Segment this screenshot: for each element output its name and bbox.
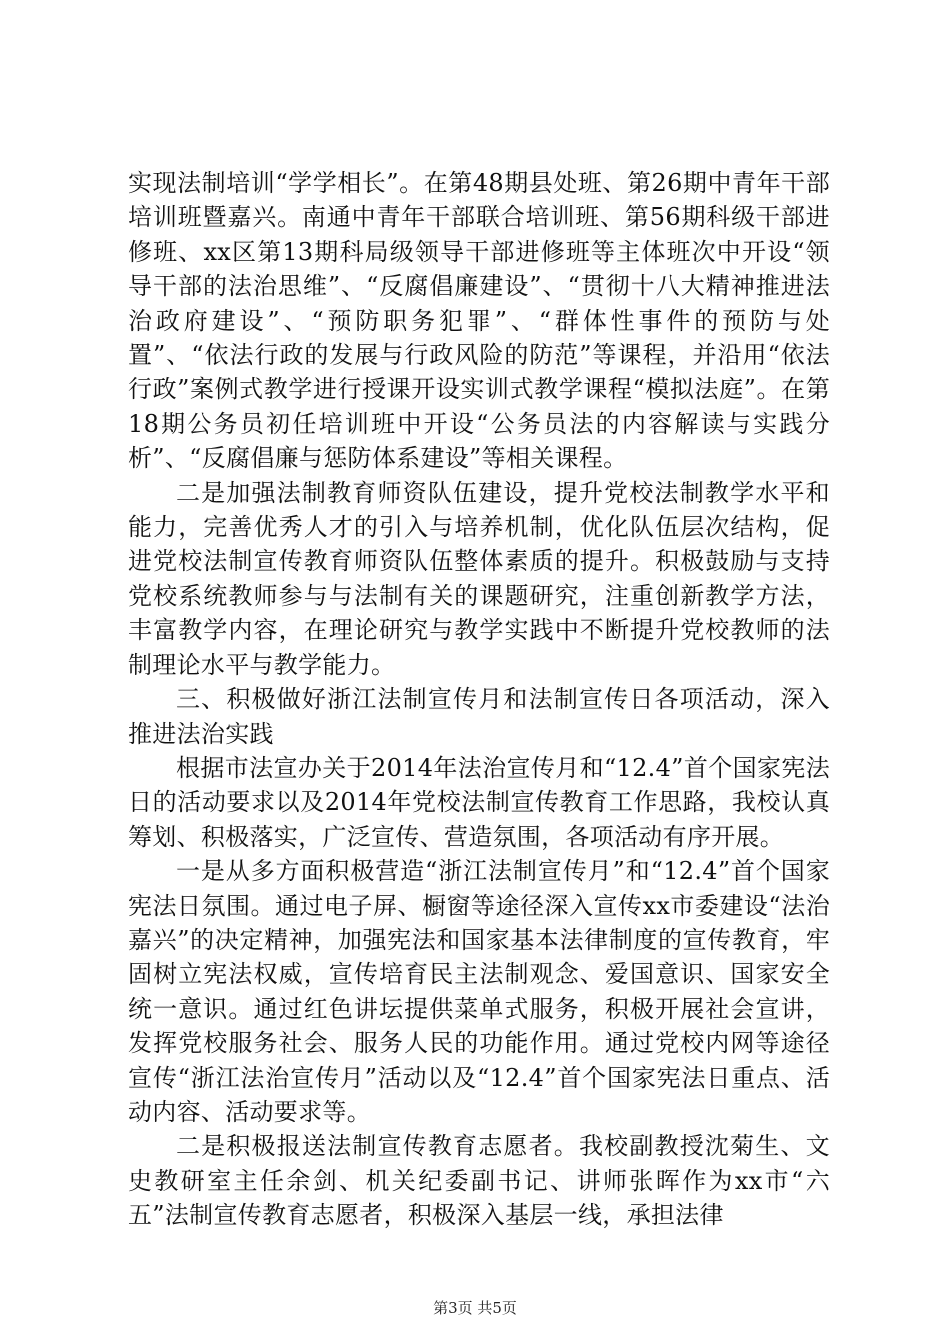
page-footer: 第3页 共5页 — [433, 1299, 517, 1317]
paragraph-1: 实现法制培训“学学相长”。在第48期县处班、第26期中青年干部培训班暨嘉兴。南通中青年干部联合培训班、第56期科级干部进修班、xx区第13期科局级领导干部进修班等主体班次中开设“领导干部的法治思维”、“反腐倡廉建设”、“贯彻十八大精神推进法治政府建设”、“预防职务犯罪”、“群体性事件的预防与处置”、“依法行政的发展与行政风险的防范”等课程，并沿用“依法行政”案例式教学进行授课开设实训式教学课程“模拟法庭”。在第18期公务员初任培训班中开设“公务员法的内容解读与实践分析”、“反腐倡廉与惩防体系建设”等相关课程。 — [128, 169, 830, 473]
paragraph-5: 一是从多方面积极营造“浙江法制宣传月”和“12.4”首个国家宪法日氛围。通过电子屏、橱窗等途径深入宣传xx市委建设“法治嘉兴”的决定精神，加强宪法和国家基本法律制度的宣传教育，牢固树立宪法权威，宣传培育民主法制观念、爱国意识、国家安全统一意识。通过红色讲坛提供菜单式服务，积极开展社会宣讲，发挥党校服务社会、服务人民的功能作用。通过党校内网等途径宣传“浙江法治宣传月”活动以及“12.4”首个国家宪法日重点、活动内容、活动要求等。 — [128, 857, 830, 1126]
paragraph-4: 根据市法宣办关于2014年法治宣传月和“12.4”首个国家宪法日的活动要求以及2014年党校法制宣传教育工作思路，我校认真筹划、积极落实，广泛宣传、营造氛围，各项活动有序开展。 — [128, 753, 830, 851]
document-body — [128, 166, 830, 1233]
paragraph-6: 二是积极报送法制宣传教育志愿者。我校副教授沈菊生、文史教研室主任余剑、机关纪委副书记、讲师张晖作为xx市“六五”法制宣传教育志愿者，积极深入基层一线，承担法律 — [128, 1132, 830, 1230]
paragraph-2: 二是加强法制教育师资队伍建设，提升党校法制教学水平和能力，完善优秀人才的引入与培养机制，优化队伍层次结构，促进党校法制宣传教育师资队伍整体素质的提升。积极鼓励与支持党校系统教师参与与法制有关的课题研究，注重创新教学方法，丰富教学内容，在理论研究与教学实践中不断提升党校教师的法制理论水平与教学能力。 — [128, 478, 830, 679]
section-heading-3: 三、积极做好浙江法制宣传月和法制宣传日各项活动，深入推进法治实践 — [128, 685, 830, 748]
